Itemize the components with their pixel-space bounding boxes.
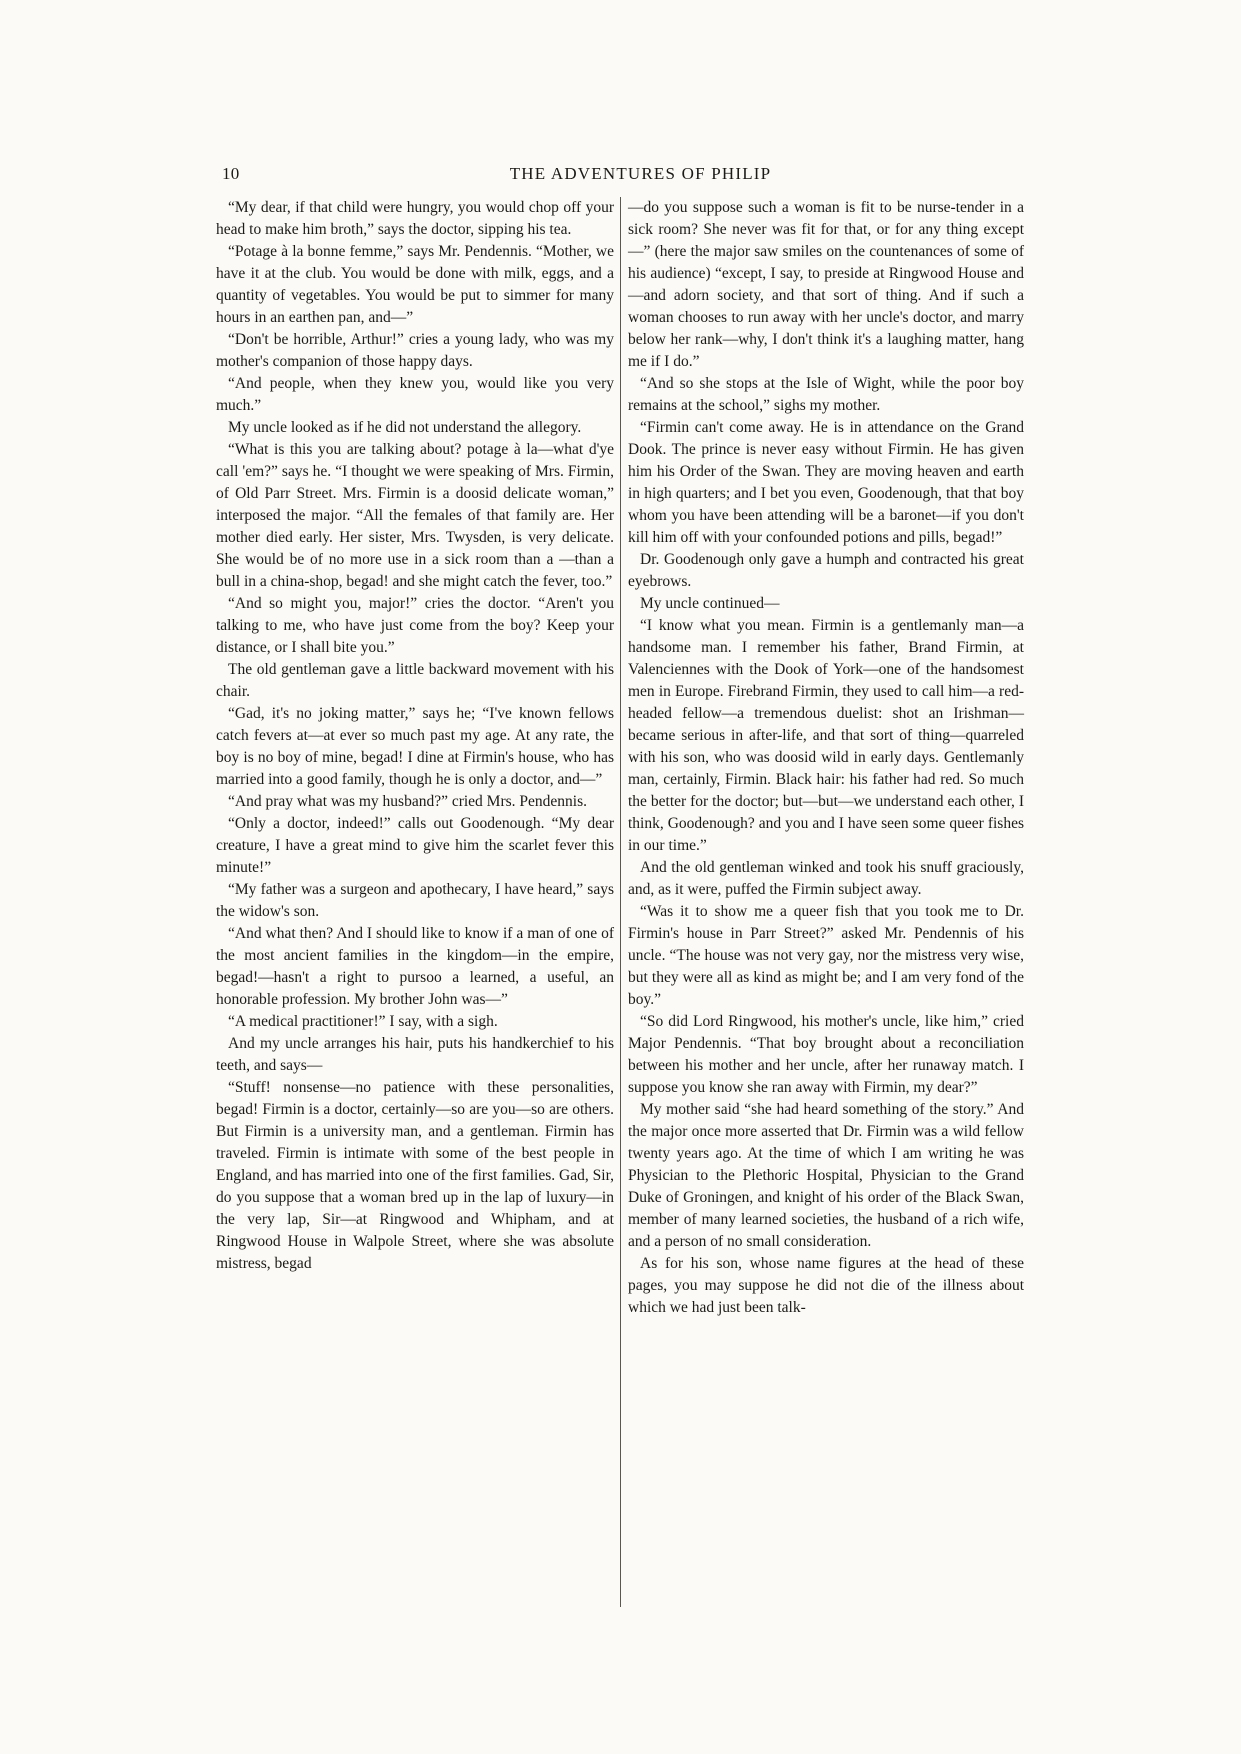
paragraph: My uncle looked as if he did not understand the allegory. <box>228 419 582 436</box>
running-head: THE ADVENTURES OF PHILIP <box>509 164 772 183</box>
paragraph: “What is this you are talking about? potage à la—what d'ye call 'em?” says he. “I thought we were speaking of Mrs. Firmin, of Old Parr Street. Mrs. Firmin is a doosid delicate woman,” interposed the major. “All the females of that family are. Her mother died early. Her sister, Mrs. Twysden, is very delicate. She would be of no more use in a sick room than a —than a bull in a china-shop, begad! and she might catch the fever, too.” <box>216 441 614 590</box>
paragraph: The old gentleman gave a little backward movement with his chair. <box>216 661 614 700</box>
paragraph: My uncle continued— <box>640 595 780 612</box>
paragraph: And the old gentleman winked and took his snuff graciously, and, as it were, puffed the Firmin subject away. <box>628 859 1024 898</box>
paragraph: “Was it to show me a queer fish that you took me to Dr. Firmin's house in Parr Street?” asked Mr. Pendennis of his uncle. “The house was not very gay, nor the mistress very wise, but they were all as kind as might be; and I am very fond of the boy.” <box>628 903 1024 1008</box>
paragraph: My mother said “she had heard something of the story.” And the major once more asserted that Dr. Firmin was a wild fellow twenty years ago. At the time of which I am writing he was Physician to the Plethoric Hospital, Physician to the Grand Duke of Groningen, and knight of his order of the Black Swan, member of many learned societies, the husband of a rich wife, and a person of no small consideration. <box>628 1101 1024 1250</box>
paragraph: “And pray what was my husband?” cried Mrs. Pendennis. <box>228 793 587 810</box>
paragraph: “My dear, if that child were hungry, you would chop off your head to make him broth,” says the doctor, sipping his tea. <box>216 199 614 238</box>
paragraph: “I know what you mean. Firmin is a gentlemanly man—a handsome man. I remember his father, Brand Firmin, at Valenciennes with the Dook of York—one of the handsomest men in Europe. Firebrand Firmin, they used to call him—a red-headed fellow—a tremendous duelist: shot an Irishman—became serious in after-life, and that sort of thing—quarreled with his son, who was doosid wild in early days. Gentlemanly man, certainly, Firmin. Black hair: his father had red. So much the better for the doctor; but—but—we understand each other, I think, Goodenough? and you and I have seen some queer fishes in our time.” <box>628 617 1024 854</box>
left-column <box>216 197 614 1275</box>
paragraph: “Only a doctor, indeed!” calls out Goodenough. “My dear creature, I have a great mind to give him the scarlet fever this minute!” <box>216 815 614 876</box>
page-number: 10 <box>222 164 240 183</box>
paragraph: “And people, when they knew you, would like you very much.” <box>216 375 614 414</box>
paragraph: Dr. Goodenough only gave a humph and contracted his great eyebrows. <box>628 551 1024 590</box>
column-divider <box>620 197 621 1607</box>
right-column <box>628 197 1024 1319</box>
paragraph: “A medical practitioner!” I say, with a sigh. <box>228 1013 498 1030</box>
paragraph: “My father was a surgeon and apothecary, I have heard,” says the widow's son. <box>216 881 614 920</box>
paragraph: “Don't be horrible, Arthur!” cries a young lady, who was my mother's companion of those happy days. <box>216 331 614 370</box>
paragraph: —do you suppose such a woman is fit to be nurse-tender in a sick room? She never was fit for that, or for any thing except—” (here the major saw smiles on the countenances of some of his audience) “except, I say, to preside at Ringwood House and—and adorn society, and that sort of thing. And if such a woman chooses to run away with her uncle's doctor, and marry below her rank—why, I don't think it's a laughing matter, hang me if I do.” <box>628 199 1024 370</box>
paragraph: “Gad, it's no joking matter,” says he; “I've known fellows catch fevers at—at ever so much past my age. At any rate, the boy is no boy of mine, begad! I dine at Firmin's house, who has married into a good family, though he is only a doctor, and—” <box>216 705 614 788</box>
paragraph: “Stuff! nonsense—no patience with these personalities, begad! Firmin is a doctor, certainly—so are you—so are others. But Firmin is a university man, and a gentleman. Firmin has traveled. Firmin is intimate with some of the best people in England, and has married into one of the first families. Gad, Sir, do you suppose that a woman bred up in the lap of luxury—in the very lap, Sir—at Ringwood and Whipham, and at Ringwood House in Walpole Street, where she was absolute mistress, begad <box>216 1079 614 1272</box>
paragraph: “And so she stops at the Isle of Wight, while the poor boy remains at the school,” sighs my mother. <box>628 375 1024 414</box>
paragraph: And my uncle arranges his hair, puts his handkerchief to his teeth, and says— <box>216 1035 614 1074</box>
paragraph: “So did Lord Ringwood, his mother's uncle, like him,” cried Major Pendennis. “That boy brought about a reconciliation between his mother and her uncle, after her runaway match. I suppose you know she ran away with Firmin, my dear?” <box>628 1013 1024 1096</box>
paragraph: As for his son, whose name figures at the head of these pages, you may suppose he did not die of the illness about which we had just been talk- <box>628 1255 1024 1316</box>
paragraph: “Potage à la bonne femme,” says Mr. Pendennis. “Mother, we have it at the club. You would be done with milk, eggs, and a quantity of vegetables. You would be put to simmer for many hours in an earthen pan, and—” <box>216 243 614 326</box>
paragraph: “And so might you, major!” cries the doctor. “Aren't you talking to me, who have just come from the boy? Keep your distance, or I shall bite you.” <box>216 595 614 656</box>
paragraph: “And what then? And I should like to know if a man of one of the most ancient families in the kingdom—in the empire, begad!—hasn't a right to pursoo a learned, a useful, an honorable profession. My brother John was—” <box>216 925 614 1008</box>
paragraph: “Firmin can't come away. He is in attendance on the Grand Dook. The prince is never easy without Firmin. He has given him his Order of the Swan. They are moving heaven and earth in high quarters; and I bet you even, Goodenough, that that boy whom you have been attending will be a baronet—if you don't kill him off with your confounded potions and pills, begad!” <box>628 419 1024 546</box>
